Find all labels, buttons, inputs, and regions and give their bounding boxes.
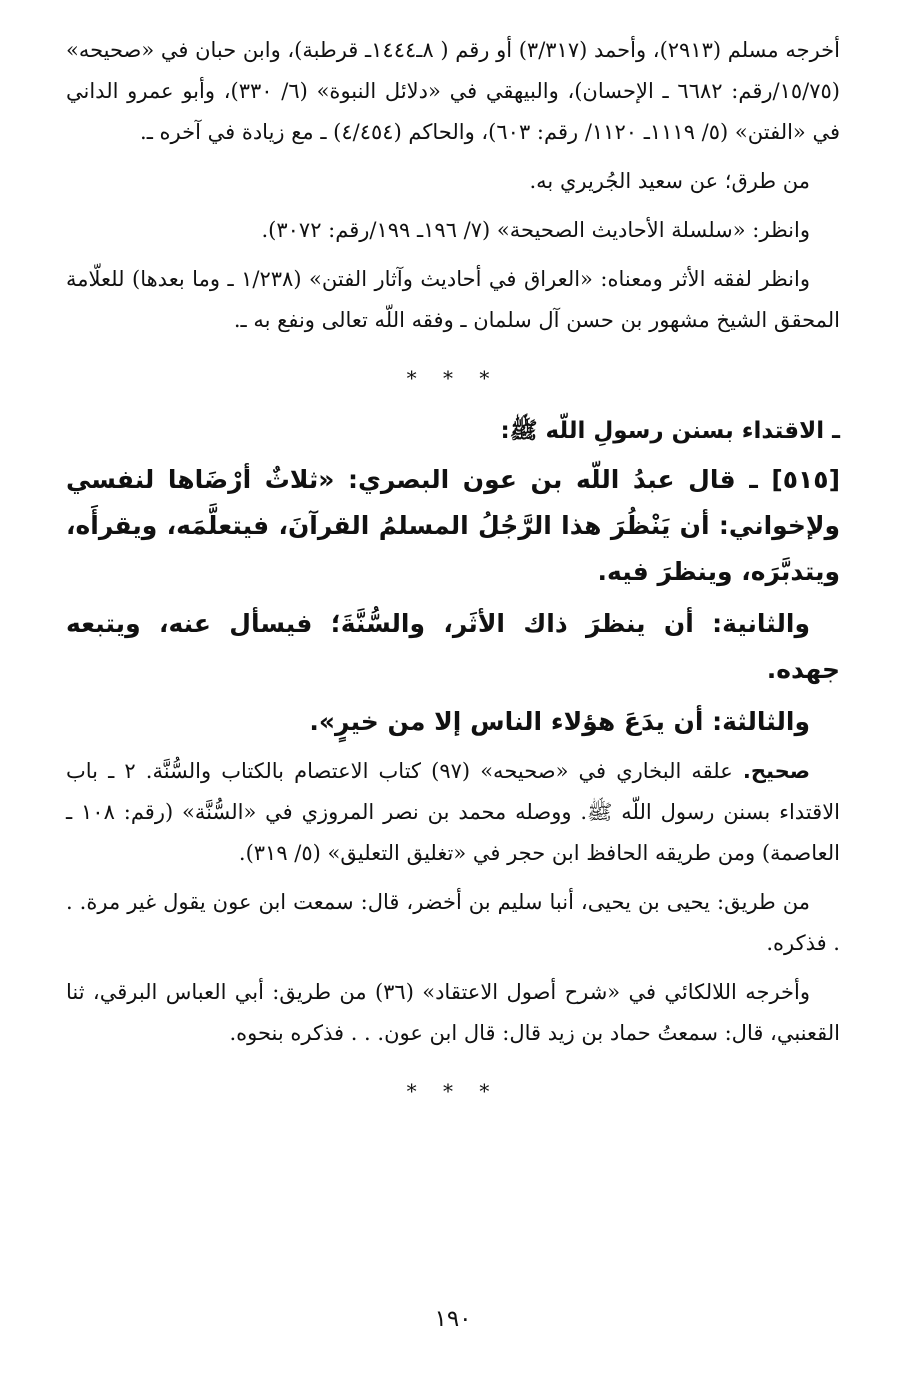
section-divider: * * * <box>406 1079 500 1103</box>
hadith-grade: صحيح. <box>742 759 811 783</box>
footnote-paragraph: وانظر: «سلسلة الأحاديث الصحيحة» (٧/ ١٩٦ـ ١٩٩/رقم: ٣٠٧٢). <box>261 218 810 242</box>
footnote-paragraph: وانظر لفقه الأثر ومعناه: «العراق في أحاديث وآثار الفتن» (١/٢٣٨ ـ وما بعدها) للعلّامة المحقق الشيخ مشهور بن حسن آل سلمان ـ وفقه اللّه تعالى ونفع به ـ. <box>66 267 840 332</box>
footnote-paragraph: أخرجه مسلم (٢٩١٣)، وأحمد (٣/٣١٧) أو رقم ( ٨ـ١٤٤٤ـ قرطبة)، وابن حبان في «صحيحه» (١٥/٧٥/رقم: ٦٦٨٢ ـ الإحسان)، والبيهقي في «دلائل النبوة» (٦/ ٣٣٠)، وأبو عمرو الداني في «الفتن» (٥/ ١١١٩ـ ١١٢٠/ رقم: ٦٠٣)، والحاكم (٤/٤٥٤) ـ مع زيادة في آخره ـ. <box>65 38 840 144</box>
takhrij-paragraph: من طريق: يحيى بن يحيى، أنبا سليم بن أخضر، قال: سمعت ابن عون يقول غير مرة. . . فذكره. <box>66 890 840 955</box>
athar-text: [٥١٥] ـ قال عبدُ اللّه بن عون البصري: «ثلاثٌ أرْضَاها لنفسي ولإخواني: أن يَنْظُرَ هذا الرَّجُلُ المسلمُ القرآنَ، فيتعلَّمَه، ويقرأَه، ويتدبَّرَه، وينظرَ فيه. <box>66 465 840 586</box>
takhrij-text: علقه البخاري في «صحيحه» (٩٧) كتاب الاعتصام بالكتاب والسُّنَّة. ٢ ـ باب الاقتداء بسنن رسول اللّه ﷺ. ووصله محمد بن نصر المروزي في «السُّنَّة» (رقم: ١٠٨ ـ العاصمة) ومن طريقه الحافظ ابن حجر في «تغليق التعليق» (٥/ ٣١٩). <box>66 759 840 865</box>
section-divider: * * * <box>406 366 500 390</box>
athar-text: والثانية: أن ينظرَ ذاك الأثَر، والسُّنَّةَ؛ فيسأل عنه، ويتبعه جهده. <box>66 609 840 684</box>
takhrij-paragraph <box>66 751 840 874</box>
footnote-paragraph: من طرق؛ عن سعيد الجُريري به. <box>529 169 810 193</box>
page-number: ١٩٠ <box>434 1306 472 1332</box>
athar-text: والثالثة: أن يدَعَ هؤلاء الناس إلا من خيرٍ». <box>309 707 810 736</box>
takhrij-paragraph: وأخرجه اللالكائي في «شرح أصول الاعتقاد» (٣٦) من طريق: أبي العباس البرقي، ثنا القعنبي، قال: سمعتُ حماد بن زيد قال: قال ابن عون. . . فذكره بنحوه. <box>66 980 840 1045</box>
book-page <box>66 30 840 1370</box>
chapter-heading: ـ الاقتداء بسنن رسولِ اللّه ﷺ: <box>500 418 840 444</box>
